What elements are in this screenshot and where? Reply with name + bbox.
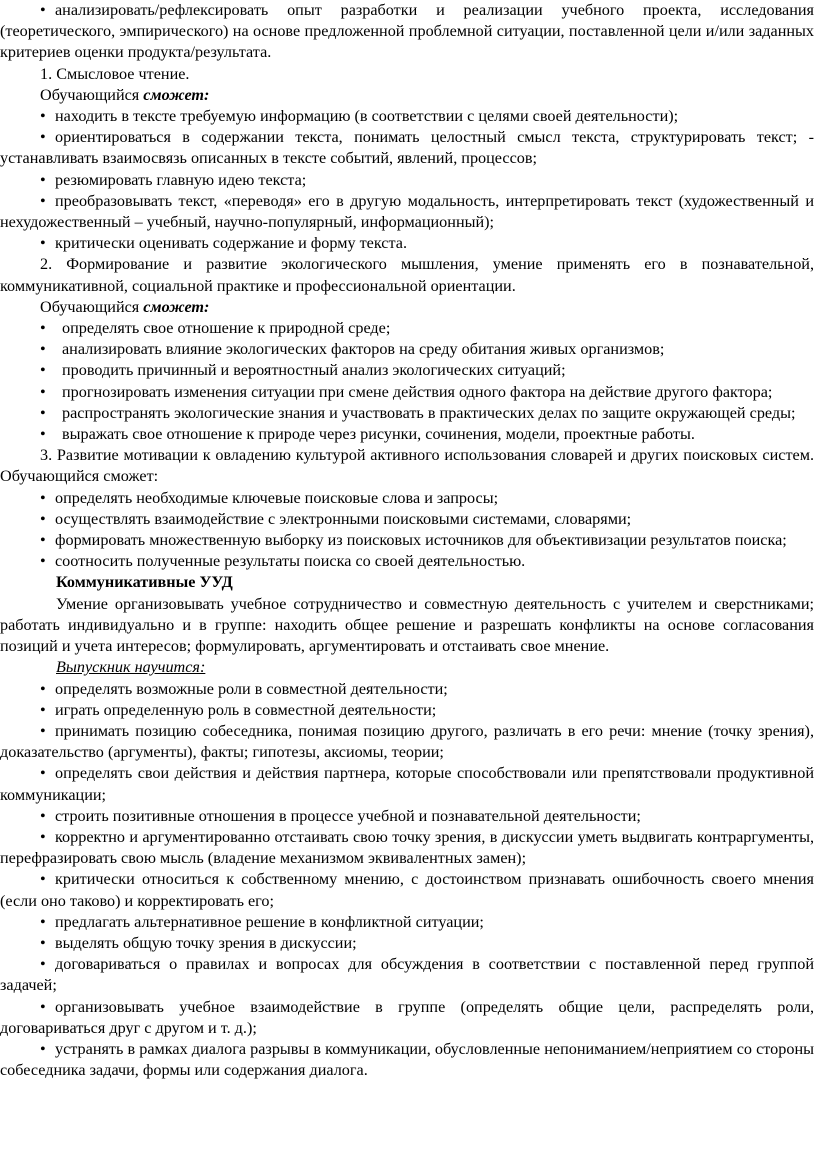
list-item-text: критически оценивать содержание и форму текста. bbox=[55, 234, 407, 253]
numbered-item-text: Развитие мотивации к овладению культурой активного использования словарей и других поисковых систем. Обучающийся сможет: bbox=[0, 446, 814, 486]
learner-emphasis: сможет: bbox=[143, 85, 210, 104]
list-item-text: прогнозировать изменения ситуации при смене действия одного фактора на действие другого фактора; bbox=[62, 382, 773, 401]
list-item bbox=[0, 424, 814, 445]
list-item bbox=[0, 339, 814, 360]
outcome-lead bbox=[0, 657, 814, 678]
bullet-icon: • bbox=[40, 107, 46, 126]
learner-line bbox=[0, 85, 814, 106]
bullet-icon: • bbox=[40, 997, 46, 1016]
list-item-text: договариваться о правилах и вопросах для обсуждения в соответствии с поставленной перед группой задачей; bbox=[0, 955, 814, 995]
list-item-text: проводить причинный и вероятностный анализ экологических ситуаций; bbox=[62, 361, 566, 380]
outcome-lead-text: Выпускник научится: bbox=[56, 658, 206, 677]
bullet-icon: • bbox=[40, 955, 46, 974]
list-item-text: анализировать влияние экологических факторов на среду обитания живых организмов; bbox=[62, 340, 665, 359]
list-item bbox=[0, 191, 814, 233]
list-item bbox=[0, 170, 814, 191]
bullet-icon: • bbox=[40, 488, 46, 507]
section-heading-text: Коммуникативные УУД bbox=[56, 573, 233, 592]
bullet-icon: • bbox=[40, 403, 46, 422]
list-item bbox=[0, 827, 814, 869]
bullet-icon: • bbox=[40, 827, 46, 846]
list-item bbox=[0, 106, 814, 127]
learner-label: Обучающийся bbox=[40, 297, 144, 316]
bullet-icon: • bbox=[40, 425, 46, 444]
numbered-item-text: Формирование и развитие экологического мышления, умение применять его в познавательной, коммуникативной, социальной практике и профессиональной ориентации. bbox=[0, 255, 815, 295]
bullet-icon: • bbox=[40, 679, 46, 698]
list-item bbox=[0, 933, 814, 954]
list-item bbox=[0, 360, 814, 381]
numbered-item-text: Смысловое чтение. bbox=[56, 64, 190, 83]
list-item bbox=[0, 382, 814, 403]
bullet-icon: • bbox=[40, 912, 46, 931]
numbered-item bbox=[0, 254, 814, 296]
list-item-text: резюмировать главную идею текста; bbox=[55, 170, 307, 189]
list-item bbox=[0, 403, 814, 424]
learner-emphasis: сможет: bbox=[143, 297, 210, 316]
list-item bbox=[0, 318, 814, 339]
bullet-icon: • bbox=[40, 170, 46, 189]
list-item-text: ориентироваться в содержании текста, понимать целостный смысл текста, структурировать текст; - устанавливать взаимосвязь описанных в тексте событий, явлений, процессов; bbox=[0, 128, 814, 168]
bullet-icon: • bbox=[40, 552, 46, 571]
bullet-icon: • bbox=[40, 128, 46, 147]
list-item bbox=[0, 509, 814, 530]
learner-label: Обучающийся bbox=[40, 85, 144, 104]
list-item bbox=[0, 127, 814, 169]
list-item bbox=[0, 530, 814, 551]
numbered-item bbox=[0, 445, 814, 487]
numbered-item bbox=[0, 64, 814, 85]
list-item-text: определять возможные роли в совместной деятельности; bbox=[55, 679, 448, 698]
list-item-text: принимать позицию собеседника, понимая позицию другого, различать в его речи: мнение (точку зрения), доказательство (аргументы), факты; гипотезы, аксиомы, теории; bbox=[0, 721, 814, 762]
bullet-icon: • bbox=[40, 234, 46, 253]
list-item-text: устранять в рамках диалога разрывы в коммуникации, обусловленные непониманием/неприятием со стороны собеседника задачи, формы или содержания диалога. bbox=[0, 1039, 814, 1080]
list-item bbox=[0, 0, 814, 64]
bullet-icon: • bbox=[40, 700, 46, 719]
list-item-text: находить в тексте требуемую информацию (в соответствии с целями своей деятельности); bbox=[55, 107, 679, 126]
bullet-icon: • bbox=[40, 933, 46, 952]
bullet-icon: • bbox=[40, 382, 46, 401]
bullet-icon: • bbox=[40, 764, 46, 783]
bullet-icon: • bbox=[40, 870, 46, 889]
list-item-text: организовывать учебное взаимодействие в группе (определять общие цели, распределять роли, договариваться друг с другом и т. д.); bbox=[0, 997, 814, 1037]
bullet-icon: • bbox=[40, 319, 46, 338]
bullet-icon: • bbox=[40, 361, 46, 380]
list-item bbox=[0, 700, 814, 721]
body-paragraph bbox=[0, 594, 814, 658]
learner-line bbox=[0, 297, 814, 318]
list-item-text: выделять общую точку зрения в дискуссии; bbox=[55, 933, 357, 952]
list-item-text: предлагать альтернативное решение в конфликтной ситуации; bbox=[55, 912, 484, 931]
bullet-icon: • bbox=[40, 340, 46, 359]
list-item bbox=[0, 869, 814, 911]
list-item-text: выражать свое отношение к природе через рисунки, сочинения, модели, проектные работы. bbox=[62, 425, 695, 444]
list-item bbox=[0, 997, 814, 1039]
bullet-icon: • bbox=[40, 531, 46, 550]
list-item-text: формировать множественную выборку из поисковых источников для объективизации результатов поиска; bbox=[55, 531, 787, 550]
list-item bbox=[0, 679, 814, 700]
bullet-icon: • bbox=[40, 1039, 46, 1058]
list-item bbox=[0, 1039, 814, 1081]
list-item-text: соотносить полученные результаты поиска со своей деятельностью. bbox=[55, 552, 526, 571]
item-number: 1. bbox=[40, 64, 53, 83]
list-item bbox=[0, 721, 814, 763]
bullet-icon: • bbox=[40, 1, 46, 19]
item-number: 3. bbox=[40, 446, 53, 465]
list-item-text: строить позитивные отношения в процессе учебной и познавательной деятельности; bbox=[55, 806, 641, 825]
bullet-icon: • bbox=[40, 191, 46, 210]
list-item-text: распространять экологические знания и участвовать в практических делах по защите окружающей среды; bbox=[62, 403, 796, 422]
list-item bbox=[0, 912, 814, 933]
list-item-text: определять свое отношение к природной среде; bbox=[62, 319, 391, 338]
list-item bbox=[0, 488, 814, 509]
list-item-text: анализировать/рефлексировать опыт разработки и реализации учебного проекта, исследования (теоретического, эмпирического) на основе предложенной проблемной ситуации, поставленной цели и/или заданных критериев оценки продукта/результата. bbox=[0, 1, 814, 62]
list-item bbox=[0, 551, 814, 572]
list-item-text: корректно и аргументированно отстаивать свою точку зрения, в дискуссии уметь выдвигать контраргументы, перефразировать свою мысль (владение механизмом эквивалентных замен); bbox=[0, 827, 814, 868]
section-heading bbox=[0, 572, 814, 593]
list-item-text: определять свои действия и действия партнера, которые способствовали или препятствовали продуктивной коммуникации; bbox=[0, 764, 814, 804]
list-item bbox=[0, 763, 814, 805]
bullet-icon: • bbox=[40, 721, 46, 740]
list-item bbox=[0, 954, 814, 996]
list-item-text: определять необходимые ключевые поисковые слова и запросы; bbox=[55, 488, 499, 507]
list-item-text: критически относиться к собственному мнению, с достоинством признавать ошибочность своего мнения (если оно таково) и корректировать его; bbox=[0, 870, 814, 910]
list-item-text: осуществлять взаимодействие с электронными поисковыми системами, словарями; bbox=[55, 509, 632, 528]
item-number: 2. bbox=[40, 255, 53, 274]
list-item bbox=[0, 806, 814, 827]
bullet-icon: • bbox=[40, 806, 46, 825]
list-item-text: преобразовывать текст, «переводя» его в другую модальность, интерпретировать текст (художественный и нехудожественный – учебный, научно-популярный, информационный); bbox=[0, 191, 814, 232]
list-item-text: играть определенную роль в совместной деятельности; bbox=[55, 700, 437, 719]
list-item bbox=[0, 233, 814, 254]
body-paragraph-text: Умение организовывать учебное сотрудничество и совместную деятельность с учителем и сверстниками; работать индивидуально и в группе: находить общее решение и разрешать конфликты на основе согласования позиций и учета интересов; формулировать, аргументировать и отстаивать свое мнение. bbox=[0, 594, 814, 656]
bullet-icon: • bbox=[40, 509, 46, 528]
